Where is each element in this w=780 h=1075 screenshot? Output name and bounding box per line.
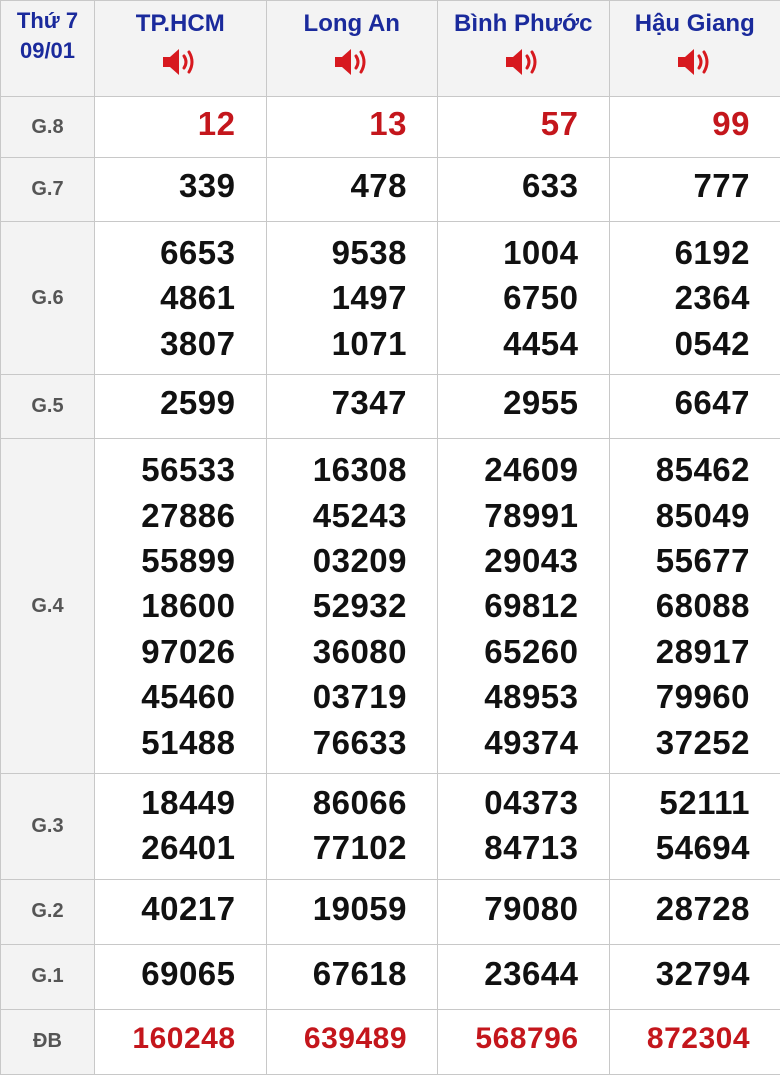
speaker-icon[interactable]: [503, 45, 543, 79]
prize-number: 52932: [267, 583, 408, 628]
prize-number: 03209: [267, 538, 408, 583]
prize-label: G.1: [1, 944, 95, 1009]
prize-number: 9538: [267, 230, 408, 275]
prize-number: 2955: [438, 380, 579, 425]
prize-label: G.7: [1, 158, 95, 222]
prize-cell: [95, 375, 267, 439]
prize-number: 56533: [95, 447, 236, 492]
prize-number: 36080: [267, 629, 408, 674]
prize-number: 79960: [610, 674, 751, 719]
province-header: [609, 1, 780, 97]
results-body: [1, 97, 780, 1075]
prize-cell: [266, 222, 438, 375]
prize-number: 7347: [267, 380, 408, 425]
prize-row: [1, 97, 780, 158]
prize-number: 79080: [438, 886, 579, 931]
prize-cell: [266, 375, 438, 439]
speaker-icon[interactable]: [675, 45, 715, 79]
prize-number: 69065: [95, 951, 236, 996]
prize-number: 78991: [438, 493, 579, 538]
prize-cell: [609, 375, 780, 439]
day-label: Thứ 7: [17, 8, 78, 33]
prize-number: 872304: [610, 1016, 751, 1061]
prize-row: [1, 222, 780, 375]
date-label: 09/01: [20, 38, 75, 63]
prize-number: 19059: [267, 886, 408, 931]
prize-row: [1, 879, 780, 944]
prize-cell: [609, 158, 780, 222]
province-name: Hậu Giang: [610, 9, 780, 39]
prize-number: 4861: [95, 275, 236, 320]
prize-number: 1497: [267, 275, 408, 320]
prize-cell: [438, 222, 610, 375]
header-row: [1, 1, 780, 97]
prize-number: 54694: [610, 825, 751, 870]
province-header: [95, 1, 267, 97]
prize-number: 40217: [95, 886, 236, 931]
speaker-icon[interactable]: [332, 45, 372, 79]
prize-cell: [95, 1009, 267, 1074]
prize-cell: [609, 879, 780, 944]
prize-number: 52111: [610, 780, 751, 825]
prize-number: 23644: [438, 951, 579, 996]
prize-number: 49374: [438, 720, 579, 765]
prize-number: 12: [95, 101, 236, 146]
prize-number: 0542: [610, 321, 751, 366]
prize-number: 55899: [95, 538, 236, 583]
prize-cell: [438, 97, 610, 158]
prize-label: G.5: [1, 375, 95, 439]
prize-number: 13: [267, 101, 408, 146]
prize-number: 6653: [95, 230, 236, 275]
prize-number: 03719: [267, 674, 408, 719]
prize-number: 18449: [95, 780, 236, 825]
prize-number: 99: [610, 101, 751, 146]
prize-cell: [266, 944, 438, 1009]
prize-number: 1004: [438, 230, 579, 275]
prize-number: 32794: [610, 951, 751, 996]
prize-number: 29043: [438, 538, 579, 583]
prize-cell: [266, 158, 438, 222]
prize-number: 28917: [610, 629, 751, 674]
prize-number: 26401: [95, 825, 236, 870]
prize-number: 28728: [610, 886, 751, 931]
prize-cell: [266, 879, 438, 944]
prize-number: 1071: [267, 321, 408, 366]
prize-cell: [438, 1009, 610, 1074]
prize-cell: [266, 439, 438, 774]
prize-number: 45243: [267, 493, 408, 538]
date-header: [1, 1, 95, 97]
prize-number: 48953: [438, 674, 579, 719]
prize-number: 77102: [267, 825, 408, 870]
prize-number: 97026: [95, 629, 236, 674]
prize-number: 24609: [438, 447, 579, 492]
prize-label: G.3: [1, 774, 95, 880]
prize-label: G.2: [1, 879, 95, 944]
province-name: TP.HCM: [95, 9, 266, 39]
prize-number: 478: [267, 163, 408, 208]
prize-number: 6750: [438, 275, 579, 320]
prize-row: [1, 1009, 780, 1074]
prize-cell: [438, 944, 610, 1009]
prize-cell: [609, 1009, 780, 1074]
prize-row: [1, 375, 780, 439]
prize-row: [1, 439, 780, 774]
prize-number: 16308: [267, 447, 408, 492]
prize-row: [1, 158, 780, 222]
prize-number: 160248: [95, 1016, 236, 1061]
prize-cell: [609, 439, 780, 774]
prize-number: 76633: [267, 720, 408, 765]
prize-number: 68088: [610, 583, 751, 628]
prize-number: 3807: [95, 321, 236, 366]
prize-number: 639489: [267, 1016, 408, 1061]
prize-cell: [438, 439, 610, 774]
prize-number: 339: [95, 163, 236, 208]
province-header: [438, 1, 610, 97]
prize-number: 65260: [438, 629, 579, 674]
prize-number: 6647: [610, 380, 751, 425]
prize-cell: [438, 879, 610, 944]
prize-number: 57: [438, 101, 579, 146]
prize-label: G.6: [1, 222, 95, 375]
prize-number: 568796: [438, 1016, 579, 1061]
province-name: Long An: [267, 9, 438, 39]
prize-cell: [266, 774, 438, 880]
prize-number: 51488: [95, 720, 236, 765]
prize-cell: [609, 944, 780, 1009]
prize-number: 18600: [95, 583, 236, 628]
prize-label: G.8: [1, 97, 95, 158]
prize-cell: [438, 375, 610, 439]
prize-cell: [609, 97, 780, 158]
province-header: [266, 1, 438, 97]
prize-number: 86066: [267, 780, 408, 825]
prize-number: 04373: [438, 780, 579, 825]
prize-cell: [609, 222, 780, 375]
prize-row: [1, 774, 780, 880]
prize-number: 85462: [610, 447, 751, 492]
prize-cell: [95, 97, 267, 158]
prize-number: 84713: [438, 825, 579, 870]
prize-cell: [438, 158, 610, 222]
prize-number: 633: [438, 163, 579, 208]
prize-number: 85049: [610, 493, 751, 538]
prize-cell: [95, 222, 267, 375]
prize-number: 4454: [438, 321, 579, 366]
prize-cell: [438, 774, 610, 880]
prize-number: 69812: [438, 583, 579, 628]
speaker-icon[interactable]: [160, 45, 200, 79]
province-name: Bình Phước: [438, 9, 609, 39]
prize-cell: [266, 1009, 438, 1074]
prize-cell: [95, 158, 267, 222]
prize-number: 2364: [610, 275, 751, 320]
prize-cell: [95, 879, 267, 944]
prize-number: 27886: [95, 493, 236, 538]
prize-label: G.4: [1, 439, 95, 774]
prize-cell: [266, 97, 438, 158]
prize-cell: [609, 774, 780, 880]
prize-number: 55677: [610, 538, 751, 583]
prize-cell: [95, 439, 267, 774]
prize-number: 777: [610, 163, 751, 208]
prize-label: ĐB: [1, 1009, 95, 1074]
prize-number: 37252: [610, 720, 751, 765]
prize-number: 6192: [610, 230, 751, 275]
prize-row: [1, 944, 780, 1009]
prize-number: 2599: [95, 380, 236, 425]
prize-cell: [95, 774, 267, 880]
prize-number: 45460: [95, 674, 236, 719]
prize-cell: [95, 944, 267, 1009]
prize-number: 67618: [267, 951, 408, 996]
